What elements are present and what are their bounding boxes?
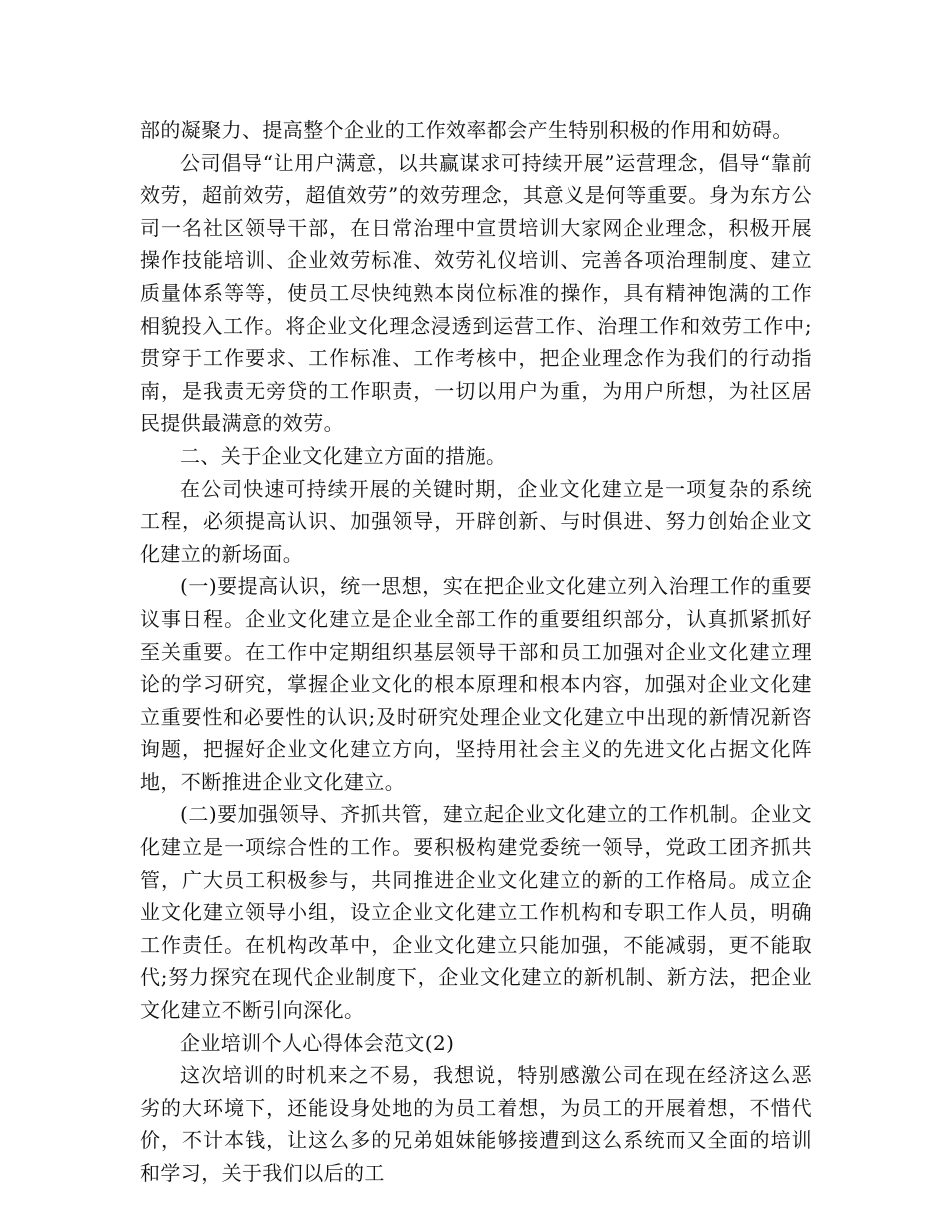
- document-body: [140, 114, 812, 1190]
- paragraph-continuation: 部的凝聚力、提高整个企业的工作效率都会产生特别积极的作用和妨碍。: [140, 118, 793, 142]
- paragraph-training-opportunity: 这次培训的时机来之不易，我想说，特别感激公司在现在经济这么恶劣的大环境下，还能设身处地的为员工着想，为员工的开展着想，不惜代价，不计本钱，让这么多的兄弟姐妹能够接遭到这么系统而又全面的培训和学习，关于我们以后的工: [140, 1063, 812, 1185]
- section-heading-measures: 二、关于企业文化建立方面的措施。: [180, 443, 507, 468]
- section-title-essay-2: 企业培训个人心得体会范文(2): [180, 1030, 455, 1055]
- paragraph-measure-two: (二)要加强领导、齐抓共管，建立起企业文化建立的工作机制。企业文化建立是一项综合性的工作。要积极构建党委统一领导，党政工团齐抓共管，广大员工积极参与，共同推进企业文化建立的新的工作格局。成立企业文化建立领导小组，设立企业文化建立工作机构和专职工作人员，明确工作责任。在机构改革中，企业文化建立只能加强，不能减弱，更不能取代;努力探究在现代企业制度下，企业文化建立的新机制、新方法，把企业文化建立不断引向深化。: [140, 802, 812, 1023]
- paragraph-measure-one: (一)要提高认识，统一思想，实在把企业文化建立列入治理工作的重要议事日程。企业文化建立是企业全部工作的重要组织部分，认真抓紧抓好至关重要。在工作中定期组织基层领导干部和员工加强对企业文化建立理论的学习研究，掌握企业文化的根本原理和根本内容，加强对企业文化建立重要性和必要性的认识;及时研究处理企业文化建立中出现的新情况新咨询题，把握好企业文化建立方向，坚持用社会主义的先进文化占据文化阵地，不断推进企业文化建立。: [140, 574, 812, 794]
- paragraph-measures-intro: 在公司快速可持续开展的关键时期，企业文化建立是一项复杂的系统工程，必须提高认识、加强领导，开辟创新、与时俱进、努力创始企业文化建立的新场面。: [140, 476, 812, 566]
- paragraph-company-philosophy: 公司倡导“让用户满意，以共赢谋求可持续开展”运营理念，倡导“靠前效劳，超前效劳，超值效劳”的效劳理念，其意义是何等重要。身为东方公司一名社区领导干部，在日常治理中宣贯培训大家网企业理念，积极开展操作技能培训、企业效劳标准、效劳礼仪培训、完善各项治理制度、建立质量体系等等，使员工尽快纯熟本岗位标准的操作，具有精神饱满的工作相貌投入工作。将企业文化理念浸透到运营工作、治理工作和效劳工作中;贯穿于工作要求、工作标准、工作考核中，把企业理念作为我们的行动指南，是我责无旁贷的工作职责，一切以用户为重，为用户所想，为社区居民提供最满意的效劳。: [140, 150, 812, 436]
